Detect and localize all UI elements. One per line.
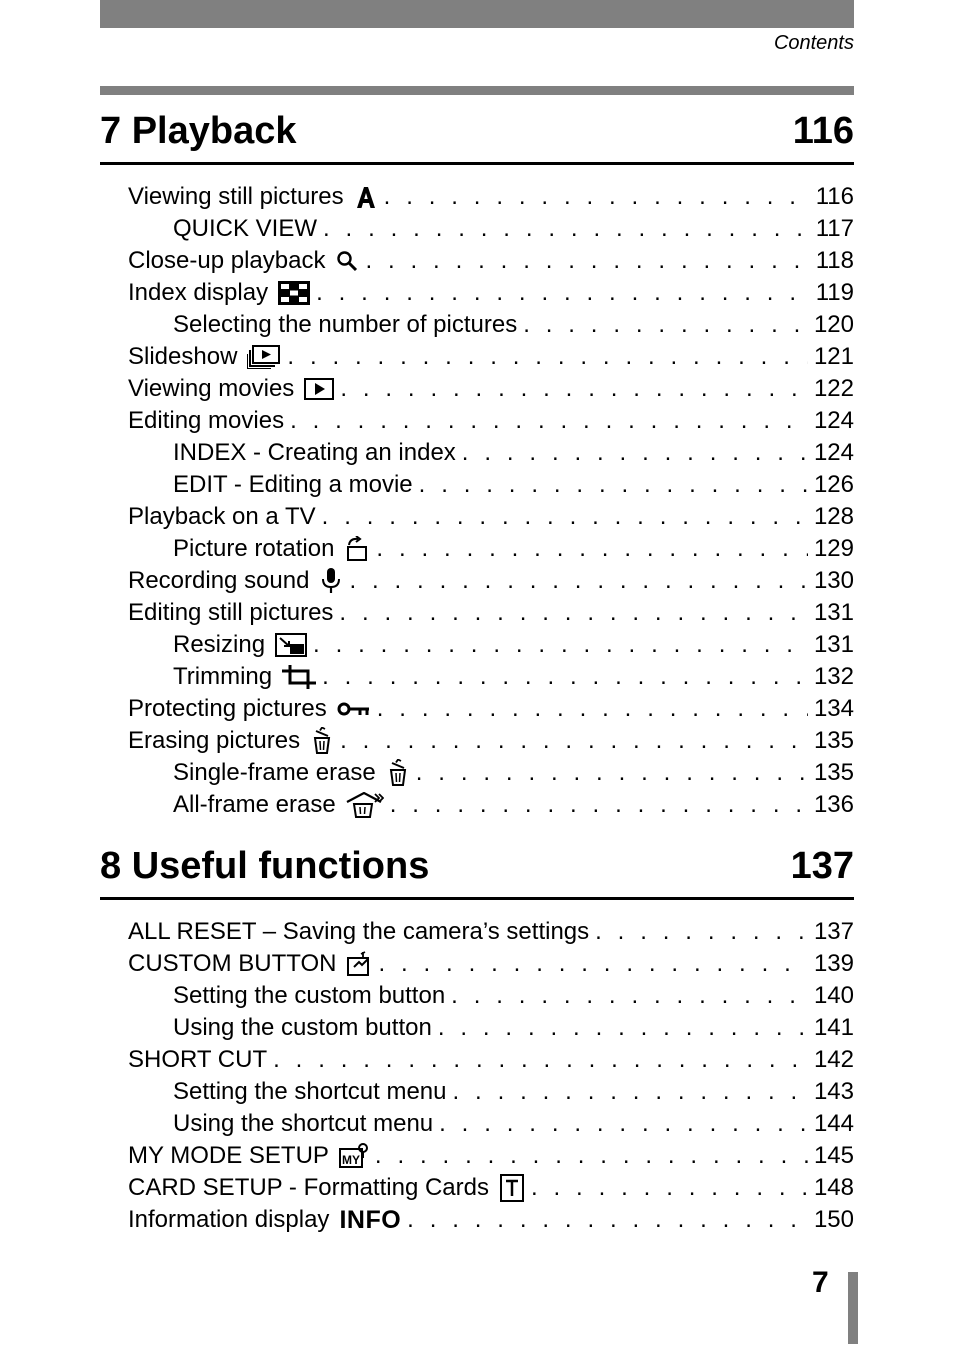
toc-entry-label: Single-frame erase (173, 759, 376, 786)
movie-play-icon (304, 376, 334, 402)
toc-entry-page: 120 (813, 311, 854, 338)
toc-entry-page: 141 (813, 1014, 854, 1041)
key-icon (337, 696, 371, 722)
toc-entry-label: QUICK VIEW (173, 215, 318, 242)
toc-entry[interactable] (100, 693, 854, 725)
dot-leader (595, 916, 808, 948)
top-bar (100, 0, 854, 28)
dot-leader (376, 533, 808, 565)
toc-entry[interactable] (100, 373, 854, 405)
dot-leader (453, 1076, 808, 1108)
toc-entry-page: 142 (813, 1046, 854, 1073)
toc-entry-page: 119 (815, 279, 854, 306)
resize-icon (275, 632, 307, 658)
toc-entry-label: Slideshow (128, 343, 238, 370)
toc-list-playback (100, 181, 854, 821)
dot-leader (377, 693, 808, 725)
toc-entry-label: Using the custom button (173, 1014, 432, 1041)
index-grid-icon (278, 280, 310, 306)
dot-leader (340, 373, 808, 405)
toc-entry[interactable] (100, 213, 854, 245)
toc-entry[interactable] (100, 1108, 854, 1140)
toc-entry[interactable] (100, 501, 854, 533)
toc-entry-label: EDIT - Editing a movie (173, 471, 413, 498)
card-setup-icon (499, 1175, 525, 1201)
dot-leader (287, 341, 808, 373)
toc-entry-label: Setting the shortcut menu (173, 1078, 447, 1105)
dot-leader (451, 980, 808, 1012)
toc-entry[interactable] (100, 533, 854, 565)
toc-entry[interactable] (100, 725, 854, 757)
toc-entry[interactable] (100, 565, 854, 597)
rotation-icon (344, 536, 370, 562)
toc-entry-page: 131 (813, 599, 854, 626)
toc-entry-label: Erasing pictures (128, 727, 301, 754)
info-icon: INFO (339, 1206, 402, 1234)
toc-entry[interactable] (100, 948, 854, 980)
dot-leader (407, 1204, 808, 1236)
toc-entry[interactable] (100, 980, 854, 1012)
toc-entry-label: INDEX - Creating an index (173, 439, 456, 466)
dot-leader (390, 789, 808, 821)
dot-leader (322, 501, 808, 533)
toc-entry-label: Resizing (173, 631, 266, 658)
toc-entry-page: 132 (813, 663, 854, 690)
section-heading-playback (100, 107, 854, 155)
toc-entry[interactable] (100, 629, 854, 661)
my-mode-icon (339, 1143, 369, 1169)
trash-icon (310, 728, 334, 754)
toc-entry-page: 126 (813, 471, 854, 498)
dot-leader (439, 1108, 808, 1140)
toc-entry-page: 128 (813, 503, 854, 530)
toc-entry[interactable] (100, 405, 854, 437)
toc-entry[interactable] (100, 661, 854, 693)
toc-entry[interactable] (100, 757, 854, 789)
dot-leader (378, 948, 808, 980)
toc-entry[interactable] (100, 597, 854, 629)
svg-text:MY: MY (341, 1153, 360, 1167)
dot-leader (438, 1012, 808, 1044)
slideshow-icon (247, 344, 281, 370)
dot-leader (322, 661, 808, 693)
toc-entry-page: 129 (813, 535, 854, 562)
dot-leader (531, 1172, 808, 1204)
toc-entry[interactable] (100, 1044, 854, 1076)
toc-entry[interactable] (100, 1172, 854, 1204)
toc-entry-label: Selecting the number of pictures (173, 311, 518, 338)
toc-entry-label: Picture rotation (173, 535, 335, 562)
toc-entry[interactable] (100, 1140, 854, 1172)
toc-entry-label: Viewing still pictures (128, 183, 344, 210)
dot-leader (339, 597, 808, 629)
toc-entry[interactable] (100, 181, 854, 213)
toc-entry-page: 144 (813, 1110, 854, 1137)
dot-leader (384, 181, 810, 213)
toc-entry-page: 136 (813, 791, 854, 818)
toc-entry-page: 139 (813, 950, 854, 977)
toc-entry-page: 124 (813, 439, 854, 466)
custom-button-icon (346, 951, 372, 977)
toc-entry-page: 143 (813, 1078, 854, 1105)
toc-entry[interactable] (100, 1076, 854, 1108)
toc-entry-label: Index display (128, 279, 269, 306)
trim-icon (282, 664, 316, 690)
toc-entry-label: Editing still pictures (128, 599, 334, 626)
section-rule (100, 86, 854, 95)
toc-entry-label: Playback on a TV (128, 503, 316, 530)
toc-entry[interactable] (100, 341, 854, 373)
toc-entry-page: 116 (815, 183, 854, 210)
toc-entry-label: Setting the custom button (173, 982, 446, 1009)
toc-entry-page: 134 (813, 695, 854, 722)
toc-entry-page: 130 (813, 567, 854, 594)
magnifier-icon (335, 248, 359, 274)
dot-leader (323, 213, 810, 245)
page-number: 7 (812, 1266, 829, 1299)
toc-entry[interactable] (100, 1204, 854, 1236)
toc-entry-page: 117 (815, 215, 854, 242)
toc-entry-label: Close-up playback (128, 247, 326, 274)
dot-leader (273, 1044, 808, 1076)
toc-entry-label: SHORT CUT (128, 1046, 268, 1073)
toc-entry-page: 121 (813, 343, 854, 370)
toc-entry-label: CARD SETUP - Formatting Cards (128, 1174, 489, 1201)
toc-entry-label: ALL RESET – Saving the camera’s settings (128, 918, 590, 945)
toc-entry-page: 135 (813, 759, 854, 786)
toc-entry-label: MY MODE SETUP (128, 1142, 329, 1169)
section-page: 116 (792, 109, 854, 152)
section-heading-useful-functions (100, 842, 854, 890)
toc-entry-page: 118 (815, 247, 854, 274)
dot-leader (340, 725, 808, 757)
toc-entry-page: 148 (813, 1174, 854, 1201)
toc-entry-label: Recording sound (128, 567, 310, 594)
section-underline (100, 162, 854, 165)
microphone-icon (319, 568, 343, 594)
toc-entry[interactable] (100, 245, 854, 277)
toc-entry-page: 131 (813, 631, 854, 658)
section-underline (100, 897, 854, 900)
toc-entry-label: All-frame erase (173, 791, 336, 818)
dot-leader (290, 405, 808, 437)
section-page: 137 (790, 844, 854, 887)
toc-entry-page: 150 (813, 1206, 854, 1233)
dot-leader (365, 245, 809, 277)
toc-entry[interactable] (100, 437, 854, 469)
toc-entry[interactable] (100, 789, 854, 821)
dot-leader (349, 565, 808, 597)
toc-entry-page: 135 (813, 727, 854, 754)
toc-entry-page: 145 (813, 1142, 854, 1169)
toc-entry-label: Editing movies (128, 407, 285, 434)
toc-entry-page: 137 (813, 918, 854, 945)
dot-leader (313, 629, 808, 661)
trash-icon (386, 760, 410, 786)
dot-leader (462, 437, 808, 469)
toc-entry[interactable] (100, 277, 854, 309)
page-tab (848, 1272, 858, 1344)
toc-entry-page: 122 (813, 375, 854, 402)
toc-entry-page: 124 (813, 407, 854, 434)
section-title: 7 Playback (100, 109, 297, 152)
toc-entry[interactable] (100, 469, 854, 501)
toc-entry[interactable] (100, 916, 854, 948)
toc-list-useful-functions (100, 916, 854, 1236)
toc-entry-label: Viewing movies (128, 375, 295, 402)
toc-entry-label: Using the shortcut menu (173, 1110, 434, 1137)
all-trash-icon (346, 792, 384, 818)
dot-leader (523, 309, 808, 341)
toc-entry-label: Trimming (173, 663, 273, 690)
playback-A-icon (354, 184, 378, 210)
dot-leader (416, 757, 808, 789)
toc-entry-page: 140 (813, 982, 854, 1009)
dot-leader (375, 1140, 808, 1172)
toc-entry[interactable] (100, 1012, 854, 1044)
dot-leader (316, 277, 810, 309)
dot-leader (419, 469, 808, 501)
toc-entry[interactable] (100, 309, 854, 341)
toc-entry-label: Protecting pictures (128, 695, 327, 722)
toc-entry-label: CUSTOM BUTTON (128, 950, 337, 977)
running-head: Contents (773, 32, 854, 54)
section-title: 8 Useful functions (100, 844, 430, 887)
toc-entry-label: Information display (128, 1206, 330, 1233)
